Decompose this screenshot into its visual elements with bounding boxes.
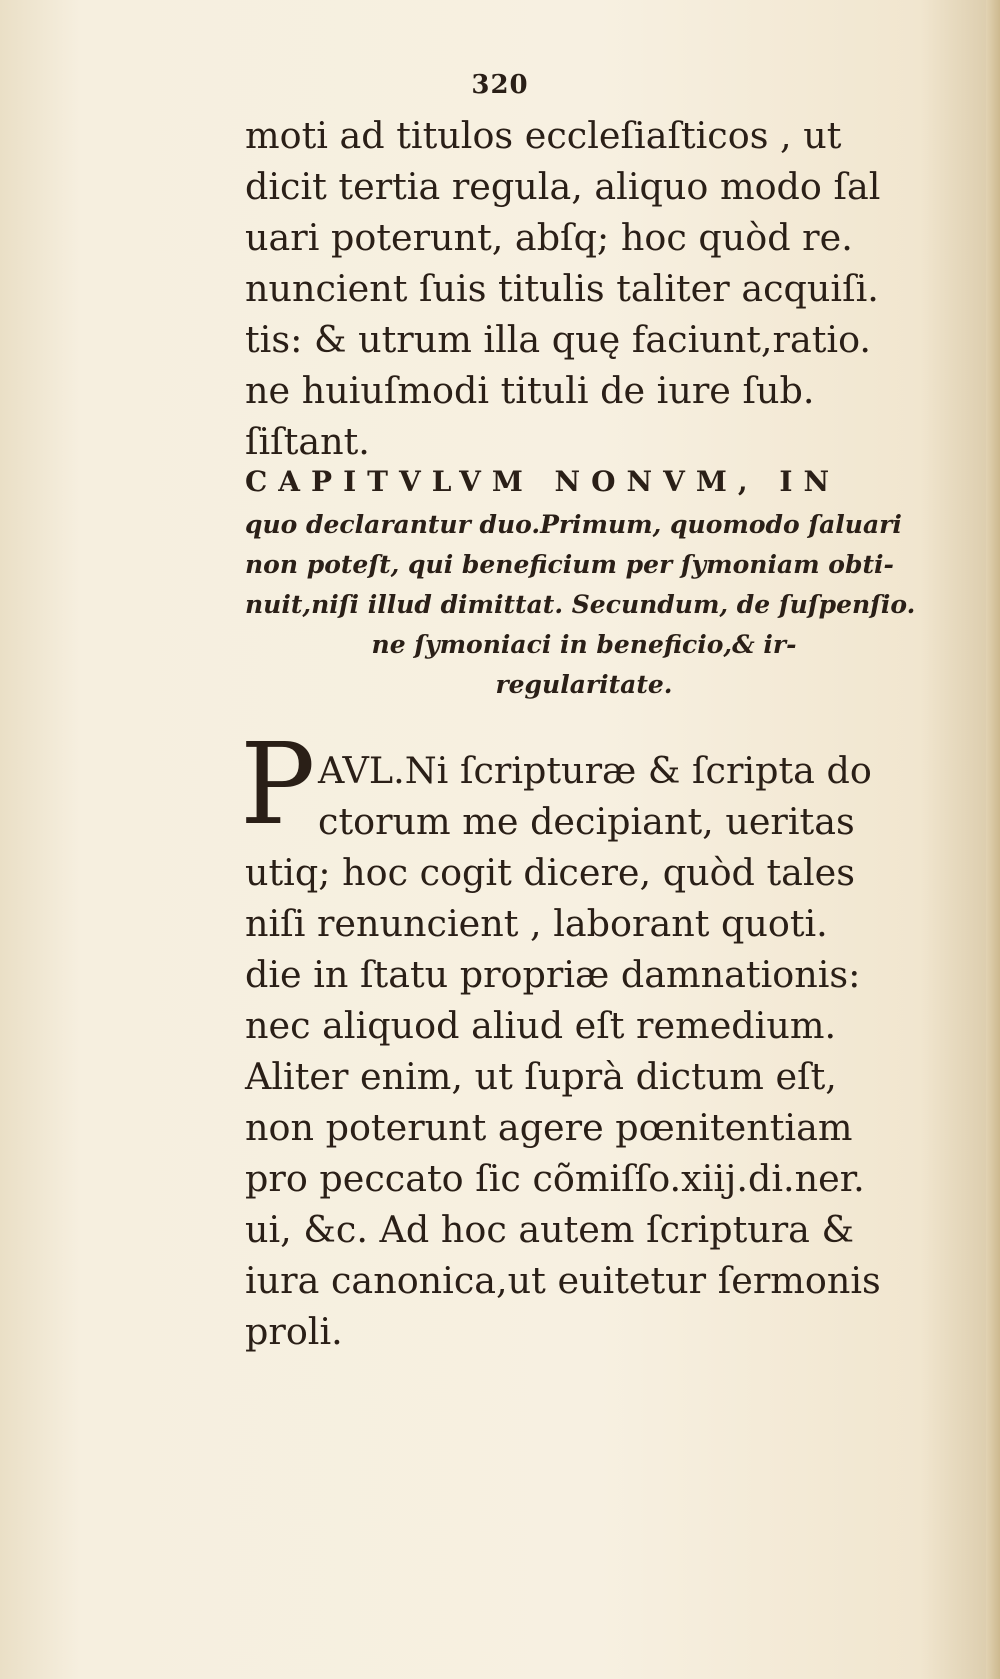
chapter-heading: CAPITVLVM NONVM, IN [245,465,841,498]
text-line: ſiſtant. [245,420,370,463]
text-line: niſi renuncient , laborant quoti. [245,902,828,945]
page-edge [986,0,1000,1679]
text-line: tis: & utrum illa quę faciunt,ratio. [245,318,872,361]
page-number: 320 [471,70,529,100]
text-line: nec aliquod aliud eſt remedium. [245,1004,837,1047]
text-line: nuncient ſuis titulis taliter acquiſi. [245,267,879,310]
text-line: moti ad titulos eccleſiaſticos , ut [245,114,842,157]
chapter-summary [245,505,923,705]
text-line: ne huiuſmodi tituli de iure ſub. [245,369,815,412]
text-line: die in ſtatu propriæ damnationis: [245,953,861,996]
summary-line: quo declarantur duo.Primum, quomodo ſaluari [245,510,902,539]
opening-paragraph [245,110,923,467]
text-line: pro peccato ſic cõmiſſo.xiij.di.ner. [245,1157,865,1200]
chapter-paragraph [245,847,923,1357]
text-line: ctorum me decipiant, ueritas [318,800,855,843]
text-line: dicit tertia regula, aliquo modo ſal [245,165,881,208]
summary-line: ne ſymoniaci in beneficio,& ir- [371,630,797,659]
catchword: proli. [245,1310,343,1353]
drop-cap: P [240,720,316,850]
text-line: utiq; hoc cogit dicere, quòd tales [245,851,855,894]
summary-line: nuit,niſi illud dimittat. Secundum, de ſuſpenſio. [245,590,916,619]
text-line: iura canonica,ut euitetur ſermonis [245,1259,881,1302]
summary-line: regularitate. [495,670,673,699]
text-line: non poterunt agere pœnitentiam [245,1106,853,1149]
text-line: Aliter enim, ut ſuprà dictum eſt, [245,1055,837,1098]
text-line: AVL.Ni ſcripturæ & ſcripta do [318,749,872,792]
summary-line: non poteſt, qui beneficium per ſymoniam obti- [245,550,894,579]
chapter-first-lines [318,745,923,847]
text-line: ui, &c. Ad hoc autem ſcriptura & [245,1208,855,1251]
text-line: uari poterunt, abſq; hoc quòd re. [245,216,853,259]
